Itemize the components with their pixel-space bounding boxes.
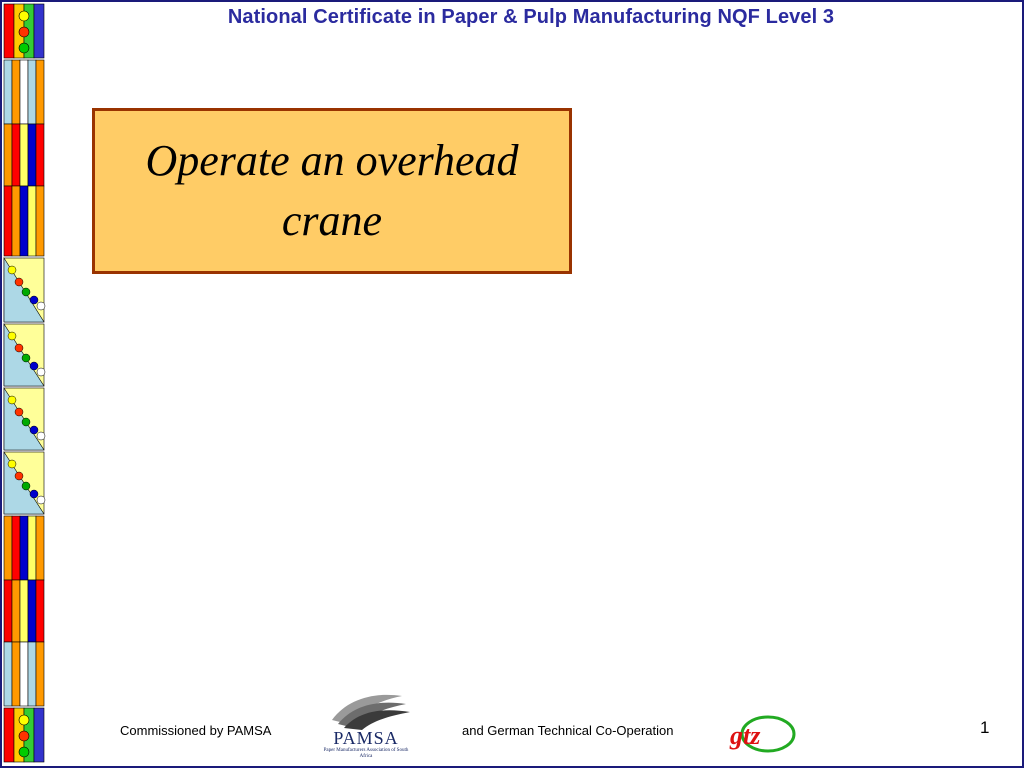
footer-cooperation: and German Technical Co-Operation <box>462 723 674 738</box>
header-title: National Certificate in Paper & Pulp Manufacturing NQF Level 3 <box>227 6 835 28</box>
footer-commissioned: Commissioned by PAMSA <box>120 723 272 738</box>
pamsa-wave-icon <box>318 690 414 730</box>
pamsa-logo-subtitle: Paper Manufacturers Association of South Africa <box>323 748 409 759</box>
border-pattern-icon <box>2 2 46 764</box>
slide-title-box <box>92 108 572 274</box>
gtz-logo-icon <box>726 712 798 756</box>
pamsa-logo <box>318 690 414 760</box>
page-number: 1 <box>980 718 990 737</box>
gtz-logo-text: gtz <box>730 721 761 750</box>
pamsa-logo-text: PAMSA <box>333 728 399 748</box>
slide-title: Operate an overhead crane <box>145 136 519 245</box>
gtz-logo <box>726 712 798 756</box>
decorative-border <box>2 2 46 764</box>
